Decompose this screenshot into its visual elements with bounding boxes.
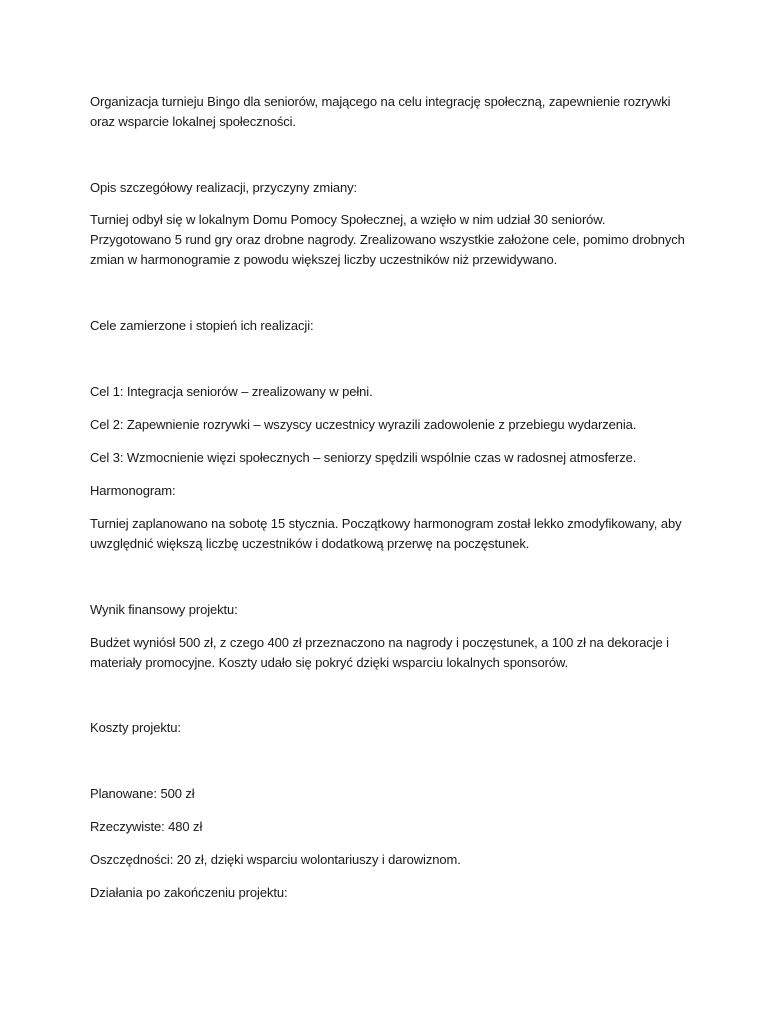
finance-heading: Wynik finansowy projektu: (90, 602, 238, 617)
intro-paragraph: Organizacja turnieju Bingo dla seniorów, mającego na celu integrację społeczną, zapewnienie rozrywki oraz wsparcie lokalnej społeczności. (90, 94, 671, 129)
goal-item-2: Cel 2: Zapewnienie rozrywki – wszyscy uczestnicy wyrazili zadowolenie z przebiegu wydarzenia. (90, 417, 637, 432)
description-paragraph: Turniej odbył się w lokalnym Domu Pomocy Społecznej, a wzięło w nim udział 30 seniorów. Przygotowano 5 rund gry oraz drobne nagrody. Zrealizowano wszystkie założone cele, pomimo drobnych zmian w harmonogramie z powodu większej liczby uczestników niż przewidywano. (90, 212, 685, 267)
costs-actual: Rzeczywiste: 480 zł (90, 819, 203, 834)
finance-paragraph: Budżet wyniósł 500 zł, z czego 400 zł przeznaczono na nagrody i poczęstunek, a 100 zł na dekoracje i materiały promocyjne. Koszty udało się pokryć dzięki wsparciu lokalnych sponsorów. (90, 635, 669, 670)
costs-heading: Koszty projektu: (90, 720, 181, 735)
schedule-heading: Harmonogram: (90, 483, 176, 498)
description-heading: Opis szczegółowy realizacji, przyczyny zmiany: (90, 180, 358, 195)
goal-item-3: Cel 3: Wzmocnienie więzi społecznych – seniorzy spędzili wspólnie czas w radosnej atmosferze. (90, 450, 637, 465)
after-project-heading: Działania po zakończeniu projektu: (90, 885, 288, 900)
costs-planned: Planowane: 500 zł (90, 786, 195, 801)
costs-savings: Oszczędności: 20 zł, dzięki wsparciu wolontariuszy i darowiznom. (90, 852, 461, 867)
schedule-paragraph: Turniej zaplanowano na sobotę 15 stycznia. Początkowy harmonogram został lekko zmodyfikowany, aby uwzględnić większą liczbę uczestników i dodatkową przerwę na poczęstunek. (90, 516, 682, 551)
goals-heading: Cele zamierzone i stopień ich realizacji: (90, 318, 314, 333)
goal-item-1: Cel 1: Integracja seniorów – zrealizowany w pełni. (90, 384, 373, 399)
